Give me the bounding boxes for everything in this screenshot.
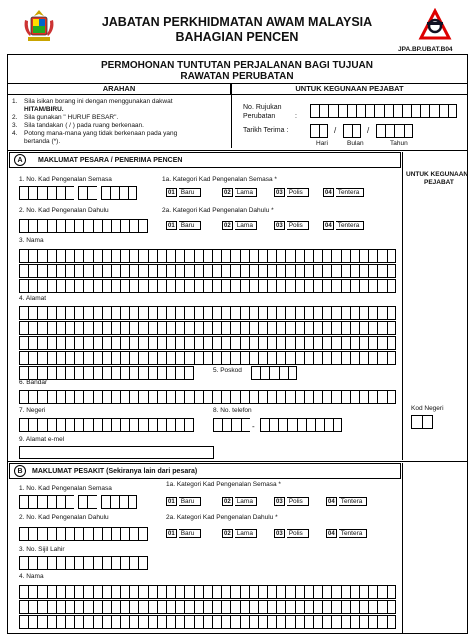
date-year-input[interactable] bbox=[376, 124, 413, 138]
date-slash: / bbox=[334, 126, 337, 135]
category-option-army[interactable]: 04 Tentera bbox=[326, 497, 367, 506]
reference-sublabel: Perubatan bbox=[243, 113, 276, 120]
date-day-caption: Hari bbox=[316, 140, 328, 147]
phone-input[interactable] bbox=[213, 418, 342, 432]
field-label: 5. Poskod bbox=[213, 367, 242, 374]
form-title-line-1: PERMOHONAN TUNTUTAN PERJALANAN BAGI TUJUAN bbox=[100, 60, 374, 71]
side-column-divider bbox=[402, 463, 403, 633]
header-line-2: BAHAGIAN PENCEN bbox=[175, 30, 299, 44]
birth-certificate-input[interactable] bbox=[19, 556, 148, 570]
address-input-row[interactable] bbox=[19, 336, 396, 350]
divider bbox=[7, 150, 468, 151]
field-label: 3. Nama bbox=[19, 237, 44, 244]
city-input[interactable] bbox=[19, 390, 396, 404]
office-use-header: UNTUK KEGUNAAN PEJABAT bbox=[231, 83, 468, 95]
field-label: 2a. Kategori Kad Pengenalan Dahulu * bbox=[166, 514, 278, 521]
address-input-row[interactable] bbox=[19, 306, 396, 320]
reference-colon: : bbox=[295, 113, 297, 120]
instruction-item: bertanda (*). bbox=[24, 138, 61, 145]
patient-previous-ic-input[interactable] bbox=[19, 527, 148, 541]
address-input-row[interactable] bbox=[19, 366, 194, 380]
phone-dash: - bbox=[252, 422, 255, 431]
email-input[interactable] bbox=[19, 446, 214, 459]
section-b-title: MAKLUMAT PESAKIT (Sekiranya lain dari pesara) bbox=[32, 468, 198, 475]
category-option-new[interactable]: 01 Baru bbox=[166, 497, 201, 506]
field-label: 1. No. Kad Pengenalan Semasa bbox=[19, 485, 112, 492]
category-option-old[interactable]: 02 Lama bbox=[222, 529, 257, 538]
category-option-new[interactable]: 01 Baru bbox=[166, 221, 201, 230]
section-a-badge: A bbox=[14, 154, 26, 166]
patient-name-input-row[interactable] bbox=[19, 615, 396, 629]
category-option-police[interactable]: 03 Polis bbox=[274, 221, 309, 230]
instruction-item: 3. Sila tandakan ( / ) pada ruang berkenaan. bbox=[12, 122, 144, 129]
category-option-new[interactable]: 01 Baru bbox=[166, 188, 201, 197]
category-option-army[interactable]: 04 Tentera bbox=[323, 188, 364, 197]
category-option-new[interactable]: 01 Baru bbox=[166, 529, 201, 538]
category-option-old[interactable]: 02 Lama bbox=[222, 221, 257, 230]
field-label: 8. No. telefon bbox=[213, 407, 252, 414]
date-slash: / bbox=[367, 126, 370, 135]
patient-name-input-row[interactable] bbox=[19, 585, 396, 599]
instruction-item: 1. Sila isikan borang ini dengan menggunakan dakwat bbox=[12, 98, 173, 105]
department-logo bbox=[418, 8, 452, 42]
section-b-badge: B bbox=[14, 465, 26, 477]
category-option-old[interactable]: 02 Lama bbox=[222, 497, 257, 506]
patient-current-ic-input[interactable] bbox=[19, 495, 137, 509]
reference-label: No. Rujukan bbox=[243, 104, 282, 111]
instructions-header: ARAHAN bbox=[7, 83, 231, 95]
header-divider bbox=[231, 95, 232, 148]
date-month-input[interactable] bbox=[343, 124, 361, 138]
name-input-row[interactable] bbox=[19, 264, 396, 278]
field-label: 4. Nama bbox=[19, 573, 44, 580]
field-label: 2. No. Kad Pengenalan Dahulu bbox=[19, 514, 109, 521]
field-label: 4. Alamat bbox=[19, 295, 47, 302]
reference-number-input[interactable] bbox=[310, 104, 457, 118]
previous-ic-input[interactable] bbox=[19, 219, 148, 233]
category-option-police[interactable]: 03 Polis bbox=[274, 497, 309, 506]
state-code-label: Kod Negeri bbox=[411, 405, 444, 412]
instruction-item: HITAM/BIRU. bbox=[24, 106, 64, 113]
date-month-caption: Bulan bbox=[347, 140, 364, 147]
state-code-input[interactable] bbox=[411, 415, 433, 429]
category-option-police[interactable]: 03 Polis bbox=[274, 188, 309, 197]
instruction-item: 2. Sila gunakan " HURUF BESAR". bbox=[12, 114, 119, 121]
name-input-row[interactable] bbox=[19, 249, 396, 263]
date-day-input[interactable] bbox=[310, 124, 328, 138]
field-label: 7. Negeri bbox=[19, 407, 46, 414]
postcode-input[interactable] bbox=[251, 366, 297, 380]
address-input-row[interactable] bbox=[19, 351, 396, 365]
header-line-1: JABATAN PERKHIDMATAN AWAM MALAYSIA bbox=[101, 15, 373, 29]
field-label: 2. No. Kad Pengenalan Dahulu bbox=[19, 207, 109, 214]
field-label: 2a. Kategori Kad Pengenalan Dahulu * bbox=[162, 207, 274, 214]
date-year-caption: Tahun bbox=[390, 140, 408, 147]
office-side-title-2: PEJABAT bbox=[424, 179, 454, 186]
form-reference: JPA.BP.UBAT.B04 bbox=[398, 46, 453, 53]
office-side-title-1: UNTUK KEGUNAAN bbox=[406, 171, 469, 178]
field-label: 1. No. Kad Pengenalan Semasa bbox=[19, 176, 112, 183]
field-label: 6. Bandar bbox=[19, 379, 48, 386]
category-option-army[interactable]: 04 Tentera bbox=[323, 221, 364, 230]
section-a-title: MAKLUMAT PESARA / PENERIMA PENCEN bbox=[38, 157, 183, 164]
form-title-line-2: RAWATAN PERUBATAN bbox=[180, 71, 294, 82]
field-label: 9. Alamat e-mel bbox=[19, 436, 65, 443]
instruction-item: 4. Potong mana-mana yang tidak berkenaan pada yang bbox=[12, 130, 178, 137]
address-input-row[interactable] bbox=[19, 321, 396, 335]
category-option-police[interactable]: 03 Polis bbox=[274, 529, 309, 538]
category-option-army[interactable]: 04 Tentera bbox=[326, 529, 367, 538]
state-input[interactable] bbox=[19, 418, 194, 432]
field-label: 3. No. Sijil Lahir bbox=[19, 546, 65, 553]
side-column-divider bbox=[402, 152, 403, 460]
name-input-row[interactable] bbox=[19, 279, 396, 293]
category-option-old[interactable]: 02 Lama bbox=[222, 188, 257, 197]
field-label: 1a. Kategori Kad Pengenalan Semasa * bbox=[166, 481, 281, 488]
current-ic-input[interactable] bbox=[19, 186, 137, 200]
instructions-list bbox=[12, 98, 177, 146]
date-received-label: Tarikh Terima : bbox=[243, 127, 289, 134]
patient-name-input-row[interactable] bbox=[19, 600, 396, 614]
field-label: 1a. Kategori Kad Pengenalan Semasa * bbox=[162, 176, 277, 183]
divider bbox=[7, 461, 468, 462]
